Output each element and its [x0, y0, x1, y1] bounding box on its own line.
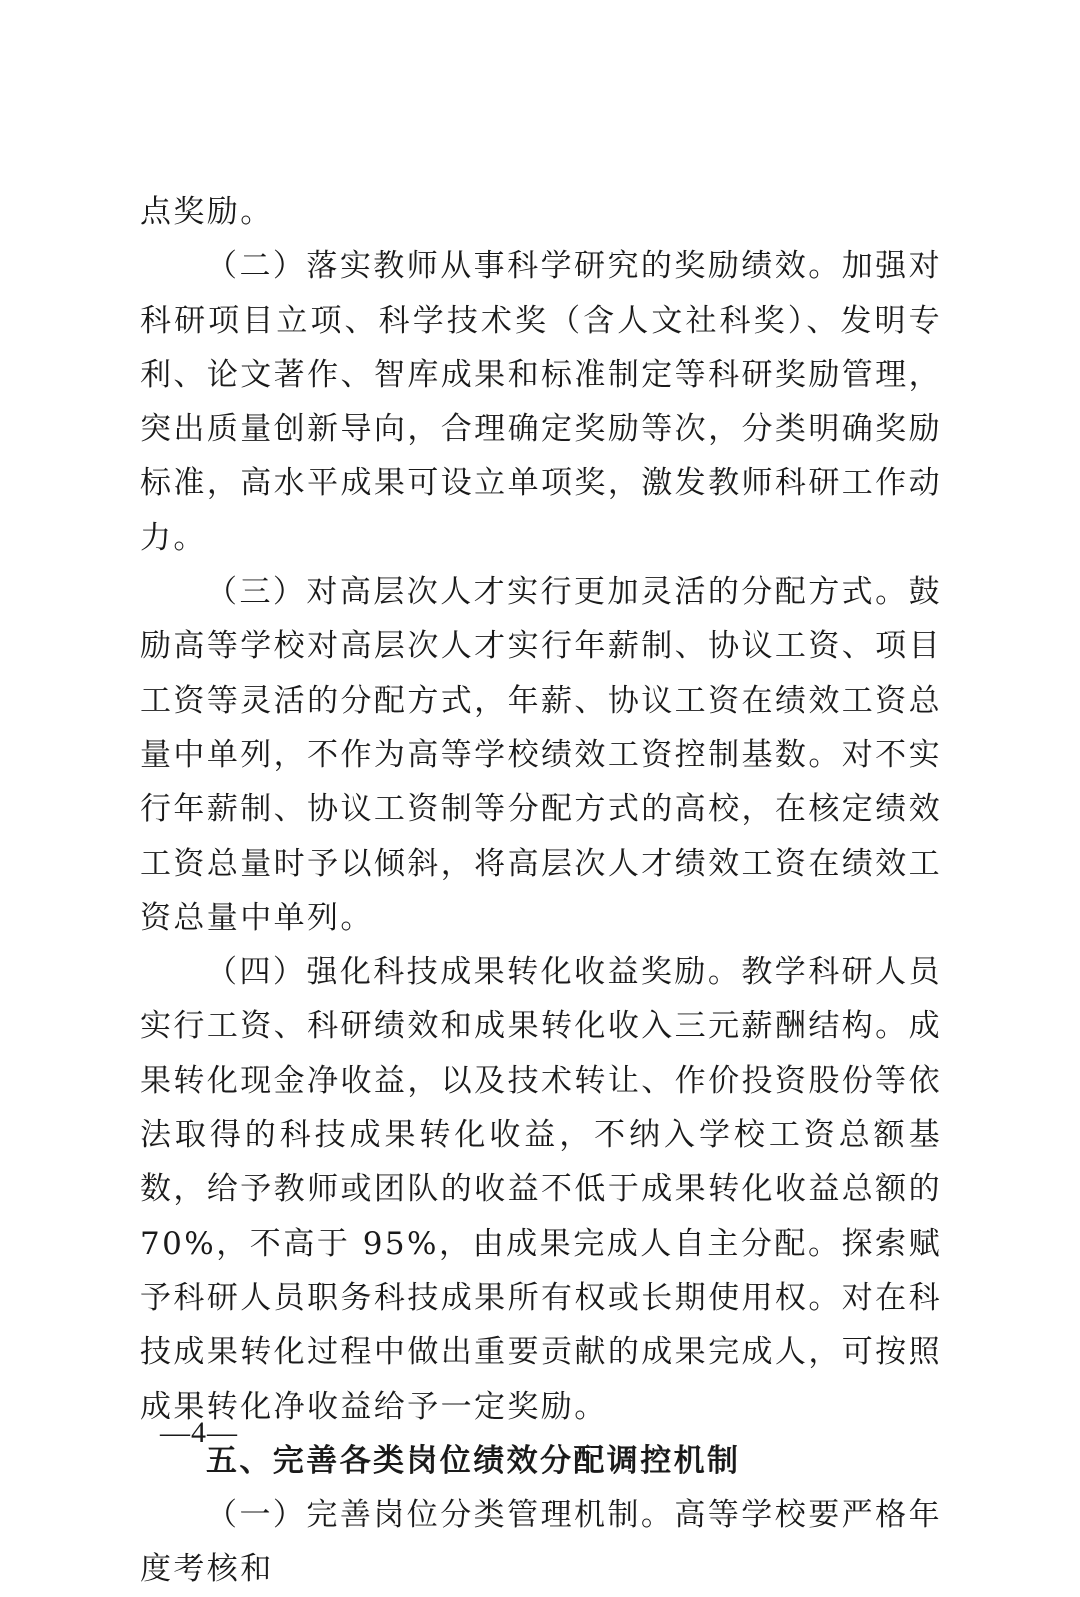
section-heading: 五、完善各类岗位绩效分配调控机制 [206, 1442, 741, 1479]
page-number: —4— [160, 1416, 238, 1449]
paragraph-continuation: 点奖励。 [140, 194, 274, 230]
paragraph-talent-distribution [140, 565, 942, 945]
paragraph-lead: （二）落实教师从事科学研究的奖励绩效。 [206, 248, 842, 285]
paragraph-text: 教学科研人员实行工资、科研绩效和成果转化收入三元薪酬结构。成果转化现金净收益，以及技术转让、作价投资股份等依法取得的科技成果转化收益，不纳入学校工资总额基数，给予教师或团队的收益不低于成果转化收益总额的 70%，不高于 95%，由成果完成人自主分配。探索赋予科研人员职务科技成果所有权或长期使用权。对在科技成果转化过程中做出重要贡献的成果完成人，可按照成果转化净收益给予一定奖励。 [140, 954, 942, 1425]
paragraph-research-incentives [140, 239, 942, 565]
paragraph-lead: （一）完善岗位分类管理机制。 [206, 1497, 675, 1534]
paragraph-text: 鼓励高等学校对高层次人才实行年薪制、协议工资、项目工资等灵活的分配方式，年薪、协议工资在绩效工资总量中单列，不作为高等学校绩效工资控制基数。对不实行年薪制、协议工资制等分配方式的高校，在核定绩效工资总量时予以倾斜，将高层次人才绩效工资在绩效工资总量中单列。 [140, 574, 942, 936]
paragraph-text: 高等学校要严格年度考核和 [140, 1497, 942, 1588]
paragraph-lead: （四）强化科技成果转化收益奖励。 [206, 954, 742, 991]
paragraph-tech-transfer [140, 945, 942, 1434]
paragraph-lead: （三）对高层次人才实行更加灵活的分配方式。 [206, 574, 909, 611]
document-body [140, 185, 942, 1597]
paragraph-text: 加强对科研项目立项、科学技术奖（含人文社科奖）、发明专利、论文著作、智库成果和标准制定等科研奖励管理，突出质量创新导向，合理确定奖励等次，分类明确奖励标准，高水平成果可设立单项奖，激发教师科研工作动力。 [140, 248, 943, 556]
paragraph-post-classification [140, 1488, 942, 1597]
